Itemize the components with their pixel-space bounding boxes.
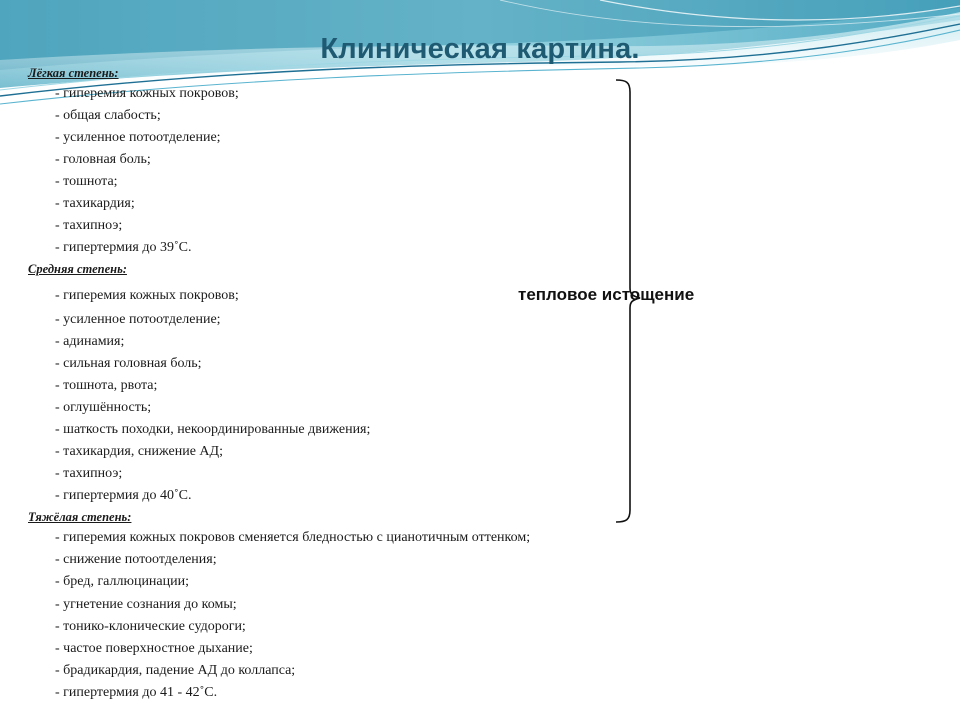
list-item: - гипертермия до 39˚С. [55,240,192,255]
list-item: - усиленное потоотделение; [55,312,221,327]
list-item: - бред, галлюцинации; [55,574,190,589]
heat-exhaustion-callout: тепловое истощение [518,285,695,304]
section-heading-mild: Лёгкая степень: [28,66,119,80]
list-item: - головная боль; [55,152,151,167]
list-item: - тахикардия, снижение АД; [55,444,223,459]
list-item: - гиперемия кожных покровов; [55,288,239,303]
list-item: - тонико-клонические судороги; [55,619,246,634]
list-item: - тахипноэ; [55,466,123,481]
list-item: - угнетение сознания до комы; [55,597,237,612]
list-item: - сильная головная боль; [55,356,202,371]
list-item: - тошнота, рвота; [55,378,158,393]
list-item: - тахипноэ; [55,218,123,233]
list-item: - оглушённость; [55,400,152,415]
list-item: - шаткость походки, некоординированные движения; [55,422,371,437]
list-item: - гиперемия кожных покровов сменяется бледностью с цианотичным оттенком; [55,530,531,545]
list-item: - частое поверхностное дыхание; [55,641,253,656]
list-item: - брадикардия, падение АД до коллапса; [55,663,296,678]
list-item: - гиперемия кожных покровов; [55,86,239,101]
list-item: - тошнота; [55,174,118,189]
list-item: - усиленное потоотделение; [55,130,221,145]
section-heading-moderate: Средняя степень: [28,262,127,276]
list-item: - общая слабость; [55,108,161,123]
list-item: - адинамия; [55,334,125,349]
list-item: - тахикардия; [55,196,135,211]
slide-title: Клиническая картина. [320,33,640,65]
section-heading-severe: Тяжёлая степень: [28,510,132,524]
list-item: - снижение потоотделения; [55,552,217,567]
list-item: - гипертермия до 41 - 42˚С. [55,685,218,700]
list-item: - гипертермия до 40˚С. [55,488,192,503]
